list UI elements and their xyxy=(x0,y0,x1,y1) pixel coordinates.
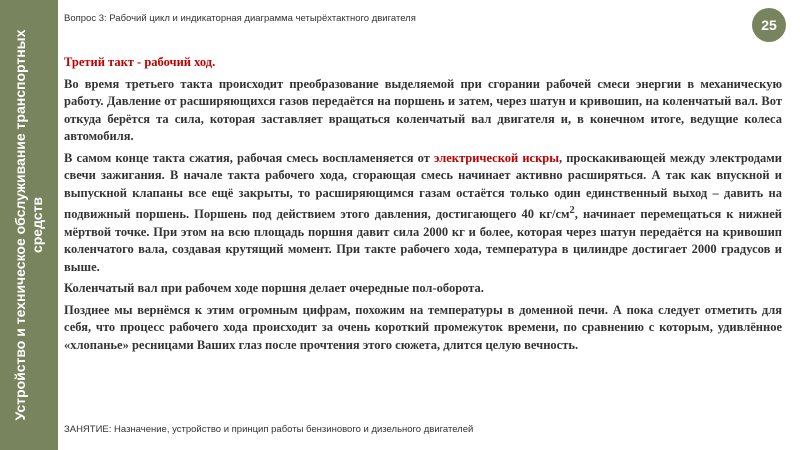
paragraph-2 xyxy=(64,150,782,277)
footer-label: ЗАНЯТИЕ: xyxy=(64,424,112,435)
paragraph-2-middle: , проскакивающей между электродами свечи зажигания. В начале такта рабочего хода, сгорающая смесь начинает активно расширяться. А так как впускной и выпускной клапаны все ещё закрыты, то расширяющимся газам остаётся только один единственный выход – давить на подвижный поршень. Поршень под действием этого давления, достигающего 40 кг/см xyxy=(64,150,782,222)
sidebar xyxy=(0,0,58,450)
paragraph-3: Коленчатый вал при рабочем ходе поршня делает очередные пол-оборота. xyxy=(64,281,484,296)
paragraph-2-end: , начинает перемещаться к нижней мёртвой точке. При этом на всю площадь поршня давит сила 2000 кг и более, которая через шатун передаётся на кривошип коленчатого вала, создавая крутящий момент. При такте рабочего хода, температура в цилиндре достигает 2000 градусов и выше. xyxy=(64,207,782,274)
electric-spark-highlight: электрической искры xyxy=(434,150,559,165)
paragraph-1: Во время третьего такта происходит преобразование выделяемой при сгорании рабочей смеси энергии в механическую работу. Давление от расширяющихся газов передаётся на поршень и затем, через шатун и кривошип, на коленчатый вал. Вот откуда берётся та сила, которая заставляет вращаться коленчатый вал двигателя и, в конечном итоге, ведущие колеса автомобиля. xyxy=(64,76,782,143)
question-title: Вопрос 3: Рабочий цикл и индикаторная диаграмма четырёхтактного двигателя xyxy=(64,13,416,24)
sidebar-title: Устройство и техническое обслуживание транспортных средств xyxy=(12,29,45,421)
footer xyxy=(64,424,473,435)
section-title: Третий такт - рабочий ход. xyxy=(64,55,216,69)
paragraph-2-start: В самом конце такта сжатия, рабочая смесь воспламеняется от xyxy=(64,150,435,165)
page-number-badge: 25 xyxy=(752,8,786,42)
superscript-2: 2 xyxy=(569,205,575,216)
footer-text: Назначение, устройство и принцип работы бензинового и дизельного двигателей xyxy=(111,424,474,435)
slide-content xyxy=(64,54,782,358)
paragraph-4: Позднее мы вернёмся к этим огромным цифрам, похожим на температуры в доменной печи. А пока следует отметить для себя, что процесс рабочего хода происходит за очень короткий промежуток времени, по сравнению с которым, удивлённое «хлопанье» ресницами Ваших глаз после прочтения этого сюжета, длится целую вечность. xyxy=(64,302,782,352)
